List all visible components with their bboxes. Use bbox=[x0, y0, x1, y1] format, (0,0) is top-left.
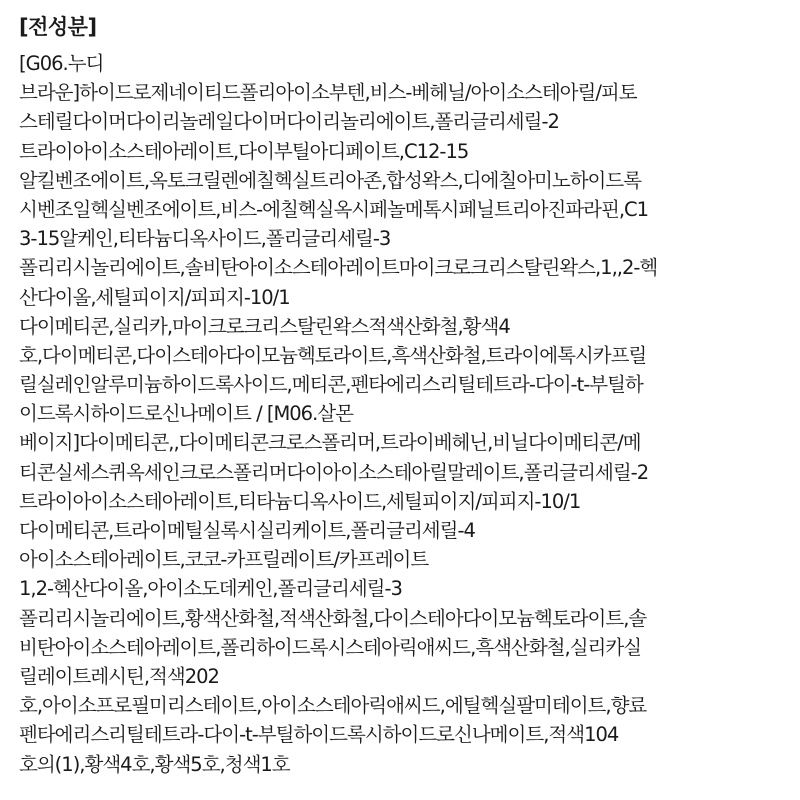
ingredients-document bbox=[19, 0, 789, 800]
ingredient-text-line: 알킬벤조에이트,옥토크릴렌에칠헥실트리아존,합성왁스,디에칠아미노하이드록 bbox=[19, 168, 642, 192]
ingredient-text-line: 1,2-헥산다이올,아이소도데케인,폴리글리세릴-3 bbox=[19, 577, 402, 601]
ingredient-text-line: 시벤조일헥실벤조에이트,비스-에칠헥실옥시페놀메톡시페닐트리아진파라핀,C1 bbox=[19, 197, 649, 221]
ingredient-text-line: 호,아이소프로필미리스테이트,아이소스테아릭애씨드,에틸헥실팔미테이트,향료 bbox=[19, 694, 647, 718]
ingredient-text-line: 호,다이메티콘,다이스테아다이모늄헥토라이트,흑색산화철,트라이에톡시카프릴 bbox=[19, 343, 647, 367]
ingredient-text-line: 트라이아이소스테아레이트,티타늄디옥사이드,세틸피이지/피피지-10/1 bbox=[19, 489, 581, 513]
ingredient-text-line: 다이메티콘,실리카,마이크로크리스탈린왁스적색산화철,황색4 bbox=[19, 314, 510, 338]
ingredient-text-line: 이드록시하이드로신나메이트 / [M06.살몬 bbox=[19, 402, 353, 426]
ingredient-text-line: 베이지]다이메티콘,,다이메티콘크로스폴리머,트라이베헤닌,비닐다이메티콘/메 bbox=[19, 431, 641, 455]
ingredient-text-line: 폴리리시놀리에이트,황색산화철,적색산화철,다이스테아다이모늄헥토라이트,솔 bbox=[19, 606, 647, 630]
ingredient-text-line: 다이메티콘,트라이메틸실록시실리케이트,폴리글리세릴-4 bbox=[19, 519, 475, 542]
ingredient-text-line: 비탄아이소스테아레이트,폴리하이드록시스테아릭애씨드,흑색산화철,실리카실 bbox=[19, 635, 642, 659]
ingredient-text-block bbox=[19, 49, 789, 779]
ingredient-text-line: 브라운]하이드로제네이티드폴리아이소부텐,비스-베헤닐/아이소스테아릴/피토 bbox=[19, 81, 637, 105]
document-title: [전성분] bbox=[19, 15, 97, 39]
ingredient-text-line: 3-15알케인,티타늄디옥사이드,폴리글리세릴-3 bbox=[19, 227, 391, 251]
ingredient-text-line: 릴실레인알루미늄하이드록사이드,메티콘,펜타에리스리틸테트라-다이-t-부틸하 bbox=[19, 373, 643, 397]
ingredient-text-line: [G06.누디 bbox=[19, 52, 104, 75]
ingredient-text-line: 산다이올,세틸피이지/피피지-10/1 bbox=[19, 285, 290, 309]
ingredient-text-line: 스테릴다이머다이리놀레일다이머다이리놀리에이트,폴리글리세릴-2 bbox=[19, 110, 559, 134]
ingredient-text-line: 릴레이트레시틴,적색202 bbox=[19, 664, 219, 688]
ingredient-text-line: 폴리리시놀리에이트,솔비탄아이소스테아레이트마이크로크리스탈린왁스,1,,2-헥 bbox=[19, 256, 658, 280]
ingredient-text-line: 아이소스테아레이트,코코-카프릴레이트/카프레이트 bbox=[19, 548, 429, 572]
ingredient-text-line: 펜타에리스리틸테트라-다이-t-부틸하이드록시하이드로신나메이트,적색104 bbox=[19, 723, 619, 747]
ingredient-text-line: 트라이아이소스테아레이트,다이부틸아디페이트,C12-15 bbox=[19, 139, 469, 163]
ingredient-text-line: 티콘실세스퀴옥세인크로스폴리머다이아이소스테아릴말레이트,폴리글리세릴-2 bbox=[19, 460, 649, 484]
ingredient-text-line: 호의(1),황색4호,황색5호,청색1호 bbox=[19, 752, 290, 776]
